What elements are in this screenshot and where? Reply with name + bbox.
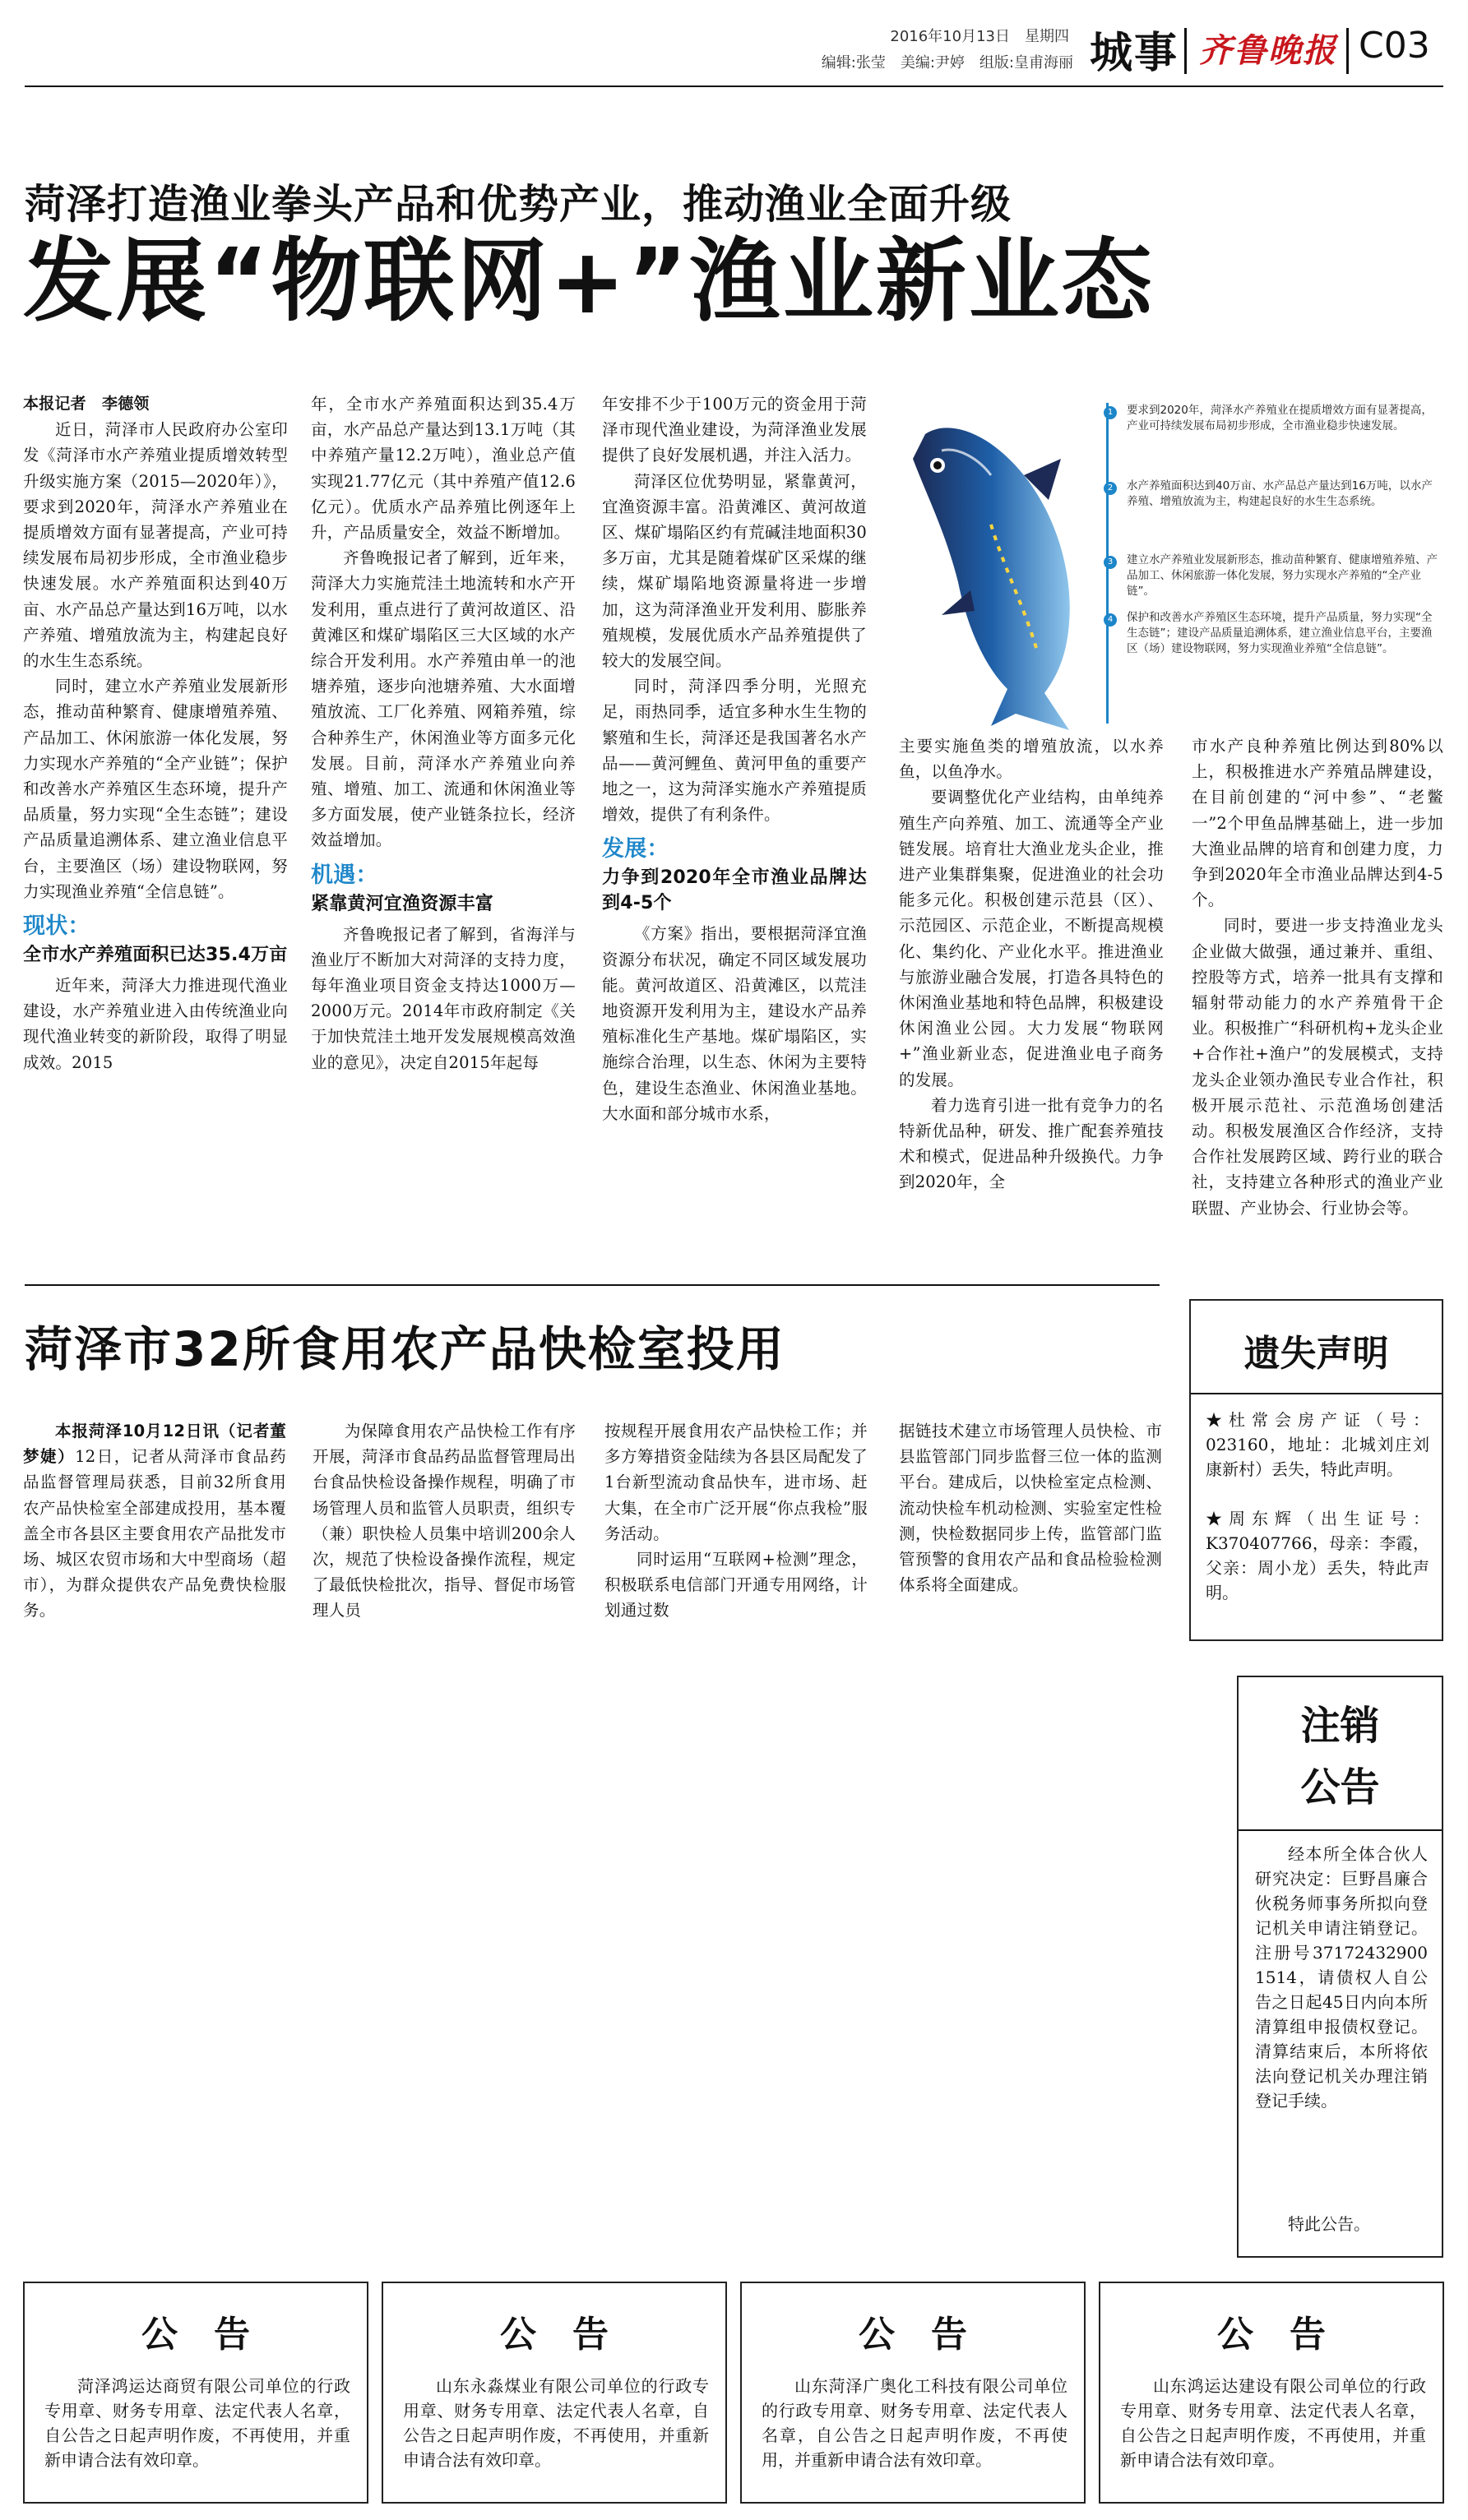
header-rule [25,86,1443,87]
notice-title: 公 告 [1217,2314,1326,2356]
article1-col4 [899,733,1164,1195]
article1-col5 [1192,733,1443,1221]
graphic-item: 要求到2020年，菏泽水产养殖业在提质增效方面有显著提高，产业可持续发展布局初步形成，全市渔业稳步快速发展。 [1127,404,1433,432]
graphic-bullet-3: 3 [1104,556,1117,569]
subhead-keyword: 现状： [23,913,90,940]
notice-box [740,2282,1086,2504]
subhead-desc: 紧靠黄河宜渔资源丰富 [311,893,494,914]
article2-col1 [23,1418,286,1624]
article2-col2 [313,1418,576,1624]
article2-headline: 菏泽市32所食用农产品快检室投用 [25,1321,785,1377]
subhead-keyword: 机遇： [311,862,378,888]
article2-lead: 本报菏泽10月12日讯（记者董梦婕） [23,1422,286,1467]
article2-para: 据链技术建立市场管理人员快检、市县监管部门同步监督三位一体的监测平台。建成后，以快检室定点检测、流动快检车机动检测、实验室定性检测，快检数据同步上传，监管部门监管预警的食用农产品和食品检验检测体系将全面建成。 [899,1422,1162,1595]
article1-kicker: 菏泽打造渔业拳头产品和优势产业，推动渔业全面升级 [25,181,1012,228]
article1-para: 齐鲁晚报记者了解到，省海洋与渔业厅不断加大对菏泽的支持力度，每年渔业项目资金支持达1000万—2000万元。2014年市政府制定《关于加快荒洼土地开发发展规模高效渔业的意见》，决定自2015年起每 [311,924,576,1072]
graphic-bullet-2: 2 [1104,482,1117,495]
lost-item: ★周东辉（出生证号：K370407766，母亲：李霞，父亲：周小龙）丢失，特此声明。 [1206,1509,1429,1602]
subhead-desc: 力争到2020年全市渔业品牌达到4-5个 [602,867,867,914]
notice-box [1099,2282,1444,2504]
tuna-illustration [892,401,1147,738]
article1-para: 近年来，菏泽大力推进现代渔业建设，水产养殖业进入由传统渔业向现代渔业转变的新阶段，取得了明显成效。2015 [23,976,288,1072]
article1-para: 《方案》指出，要根据菏泽宜渔资源分布状况，确定不同区域发展功能。黄河故道区、沿黄滩区，以荒洼地资源开发利用为主，建设水产品养殖标准化生产基地。煤矿塌陷区，实施综合治理，以生态、休闲为主要特色，建设生态渔业、休闲渔业基地。大水面和部分城市水系， [602,924,867,1123]
article1-col3 [602,391,867,1126]
subhead-status [23,911,288,968]
article1-col1 [23,391,288,1075]
graphic-item: 建立水产养殖业发展新形态，推动苗种繁育、健康增殖养殖、产品加工、休闲旅游一体化发展，努力实现水产养殖的“全产业链”。 [1127,553,1438,598]
article1-para: 着力选育引进一批有竞争力的名特新优品种，研发、推广配套养殖技术和模式，促进品种升级换代。力争到2020年，全 [899,1095,1164,1192]
notice-title: 公 告 [500,2314,609,2356]
cancel-body: 经本所全体合伙人研究决定：巨野昌廉合伙税务师事务所拟向登记机关申请注销登记。注册号371724329001514，请债权人自公告之日起45日内向本所清算组申报债权登记。清算结束后，本所将依法向登记机关办理注销登记手续。 [1255,1844,1428,2111]
header-divider-1 [1184,28,1187,74]
article2-text: 12日，记者从菏泽市食品药品监督管理局获悉，目前32所食用农产品快检室全部建成投用，基本覆盖全市各县区主要食用农产品批发市场、城区农贸市场和大中型商场（超市），为群众提供农产品免费快检服务。 [23,1447,286,1621]
article2-para: 按规程开展食用农产品快检工作；并多方筹措资金陆续为各县区局配发了1台新型流动食品快车，进市场、赶大集，在全市广泛开展“你点我检”服务活动。 [604,1422,868,1543]
article1-para: 年，全市水产养殖面积达到35.4万亩，水产品总产量达到13.1万吨（其中养殖产量12.2万吨），渔业总产值实现21.77亿元（其中养殖产值12.6亿元）。优质水产品养殖比例逐年上升，产品质量安全，效益不断增加。 [311,395,576,543]
article1-para: 齐鲁晚报记者了解到，近年来，菏泽大力实施荒洼土地流转和水产开发利用，重点进行了黄河故道区、沿黄滩区和煤矿塌陷区三大区域的水产综合开发利用。水产养殖由单一的池塘养殖，逐步向池塘养殖、大水面增殖放流、工厂化养殖、网箱养殖，综合种养生产，休闲渔业等方面多元化发展。目前，菏泽水产养殖业向养殖、增殖、加工、流通和休闲渔业等多方面发展，使产业链条拉长，经济效益增加。 [311,548,576,850]
article1-para: 同时，菏泽四季分明，光照充足，雨热同季，适宜多种水生生物的繁殖和生长，菏泽还是我国著名水产品——黄河鲤鱼、黄河甲鱼的重要产地之一，这为菏泽实施水产养殖提质增效，提供了有利条件。 [602,677,867,825]
subhead-opportunity [311,860,576,917]
cancel-title-2: 公告 [1300,1764,1380,1810]
article1-para: 主要实施鱼类的增殖放流，以水养鱼，以鱼净水。 [899,737,1164,782]
subhead-development [602,834,867,916]
notice-title: 公 告 [859,2314,967,2356]
page-number: C03 [1359,25,1430,67]
subhead-desc: 全市水产养殖面积已达35.4万亩 [23,945,288,966]
article2-para: 为保障食用农产品快检工作有序开展，菏泽市食品药品监督管理局出台食品快检设备操作规程，明确了市场管理人员和监管人员职责，组织专（兼）职快检人员集中培训200余人次，规范了快检设备操作流程，规定了最低快检批次，指导、督促市场管理人员 [313,1422,576,1621]
cancellation-notice-box [1237,1676,1443,2258]
article1-para: 近日，菏泽市人民政府办公室印发《菏泽市水产养殖业提质增效转型升级实施方案（2015—2020年）》，要求到2020年，菏泽水产养殖业在提质增效方面有显著提高，产业可持续发展布局初步形成，全市渔业稳步快速发展。水产养殖面积达到40万亩、水产品总产量达到16万吨，以水产养殖、增殖放流为主，构建起良好的水生生态系统。 [23,420,288,671]
notice-box [382,2282,727,2504]
article1-para: 市水产良种养殖比例达到80%以上，积极推进水产养殖品牌建设，在目前创建的“河中参”、“老鳖一”2个甲鱼品牌基础上，进一步加大渔业品牌的培育和创建力度，力争到2020年全市渔业品牌达到4-5个。 [1192,737,1443,910]
article1-para: 要调整优化产业结构，由单纯养殖生产向养殖、加工、流通等全产业链发展。培育壮大渔业龙头企业，推进产业集群集聚，促进渔业的社会功能多元化。积极创建示范县（区）、示范园区、示范企业，不断提高规模化、集约化、产业化水平。推进渔业与旅游业融合发展，打造各具特色的休闲渔业基地和特色品牌，积极建设休闲渔业公园。大力发展“物联网+”渔业新业态，促进渔业电子商务的发展。 [899,788,1164,1089]
lost-statement-title: 遗失声明 [1243,1333,1389,1375]
graphic-item: 水产养殖面积达到40万亩、水产品总产量达到16万吨，以水产养殖、增殖放流为主，构建起良好的水生生态系统。 [1127,479,1433,508]
lost-item: ★杜常会房产证（号：023160，地址：北城刘庄刘康新村）丢失，特此声明。 [1206,1410,1429,1479]
lost-statement-rule [1191,1393,1442,1394]
notice-body: 山东菏泽广奥化工科技有限公司单位的行政专用章、财务专用章、法定代表人名章，自公告之日起声明作废，不再使用，并重新申请合法有效印章。 [762,2376,1067,2470]
article1-col2 [311,391,576,1075]
notice-title: 公 告 [141,2314,250,2356]
notice-box [23,2282,368,2504]
header-editors: 编辑:张莹 美编:尹婷 组版:皇甫海丽 [821,54,1073,72]
article1-para: 菏泽区位优势明显，紧靠黄河，宜渔资源丰富。沿黄滩区、黄河故道区、煤矿塌陷区约有荒碱洼地面积30多万亩，尤其是随着煤矿区采煤的继续，煤矿塌陷地资源量将进一步增加，这为菏泽渔业开发利用、膨胀养殖规模，发展优质水产品养殖提供了较大的发展空间。 [602,471,867,671]
article-divider [25,1284,1160,1286]
header-date: 2016年10月13日 星期四 [890,28,1069,45]
article2-col4 [899,1418,1162,1598]
newspaper-logo: 齐鲁晚报 [1199,31,1337,70]
cancel-rule [1239,1829,1442,1831]
article1-para: 年安排不少于100万元的资金用于菏泽市现代渔业建设，为菏泽渔业发展提供了良好发展机遇，并注入活力。 [602,395,867,465]
article1-headline: 发展“物联网+”渔业新业态 [23,229,1155,334]
section-name: 城事 [1090,29,1179,78]
article2-para: 同时运用“互联网+检测”理念，积极联系电信部门开通专用网络，计划通过数 [604,1550,868,1621]
article2-col3 [604,1418,868,1624]
graphic-panel [1107,403,1439,732]
notice-body: 山东鸿运达建设有限公司单位的行政专用章、财务专用章、法定代表人名章，自公告之日起声明作废，不再使用，并重新申请合法有效印章。 [1120,2376,1426,2470]
graphic-bullet-1: 1 [1104,406,1117,419]
article1-para: 同时，要进一步支持渔业龙头企业做大做强，通过兼并、重组、控股等方式，培养一批具有支撑和辐射带动能力的水产养殖骨干企业。积极推广“科研机构+龙头企业+合作社+渔户”的发展模式，支持龙头企业领办渔民专业合作社，积极开展示范社、示范渔场创建活动。积极发展渔区合作经济，支持合作社发展跨区域、跨行业的联合社，支持建立各种形式的渔业产业联盟、产业协会、行业协会等。 [1192,916,1443,1218]
article1-para: 同时，建立水产养殖业发展新形态，推动苗种繁育、健康增殖养殖、产品加工、休闲旅游一体化发展，努力实现水产养殖的“全产业链”；保护和改善水产养殖区生态环境，提升产品质量，努力实现“全生态链”；建设产品质量追溯体系、建立渔业信息平台，主要渔区（场）建设物联网，努力实现渔业养殖“全信息链”。 [23,677,288,901]
graphic-bullet-4: 4 [1104,613,1117,627]
header-divider-2 [1346,28,1349,74]
cancel-end: 特此公告。 [1288,2214,1370,2234]
notice-body: 山东永淼煤业有限公司单位的行政专用章、财务专用章、法定代表人名章，自公告之日起声明作废，不再使用，并重新申请合法有效印章。 [403,2376,709,2470]
subhead-keyword: 发展： [602,836,669,862]
graphic-item: 保护和改善水产养殖区生态环境，提升产品质量，努力实现“全生态链”；建设产品质量追溯体系，建立渔业信息平台，主要渔区（场）建设物联网，努力实现渔业养殖“全信息链”。 [1127,611,1433,655]
article1-byline: 本报记者 李德领 [23,395,150,413]
cancel-title-1: 注销 [1300,1703,1380,1749]
notice-body: 菏泽鸿运达商贸有限公司单位的行政专用章、财务专用章、法定代表人名章，自公告之日起声明作废，不再使用，并重新申请合法有效印章。 [44,2376,350,2470]
lost-statement-box [1189,1299,1443,1641]
